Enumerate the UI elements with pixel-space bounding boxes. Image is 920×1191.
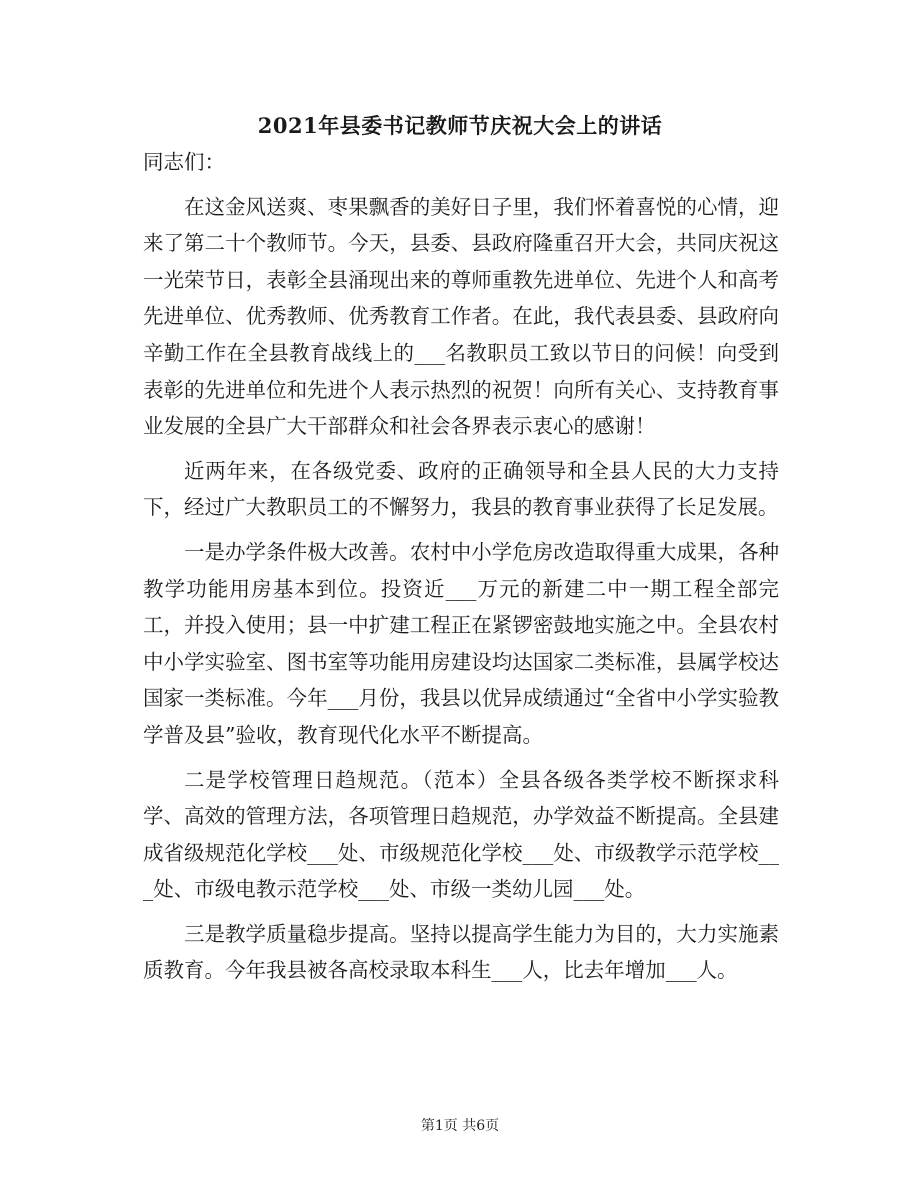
paragraph-opening: 在这金风送爽、枣果飘香的美好日子里，我们怀着喜悦的心情，迎来了第二十个教师节。今天，县委、县政府隆重召开大会，共同庆祝这一光荣节日，表彰全县涌现出来的尊师重教先进单位、先进个人和高考先进单位、优秀教师、优秀教育工作者。在此，我代表县委、县政府向辛勤工作在全县教育战线上的___名教职员工致以节日的问候！向受到表彰的先进单位和先进个人表示热烈的祝贺！向所有关心、支持教育事业发展的全县广大干部群众和社会各界表示衷心的感谢！ [143, 194, 779, 439]
paragraph-conditions: 一是办学条件极大改善。农村中小学危房改造取得重大成果，各种教学功能用房基本到位。投资近___万元的新建二中一期工程全部完工，并投入使用；县一中扩建工程正在紧锣密鼓地实施之中。全县农村中小学实验室、图书室等功能用房建设均达国家二类标准，县属学校达国家一类标准。今年___月份，我县以优异成绩通过“全省中小学实验教学普及县”验收，教育现代化水平不断提高。 [143, 539, 779, 747]
document-body [143, 144, 779, 997]
page-number-footer: 第1页 共6页 [420, 1118, 500, 1134]
document-title: 2021年县委书记教师节庆祝大会上的讲话 [257, 113, 663, 138]
paragraph-management: 二是学校管理日趋规范。（范本）全县各级各类学校不断探求科学、高效的管理方法，各项管理日趋规范，办学效益不断提高。全县建成省级规范化学校___处、市级规范化学校___处、市级教学示范学校___处、市级电教示范学校___处、市级一类幼儿园___处。 [143, 767, 779, 902]
greeting: 同志们： [143, 150, 225, 174]
paragraph-quality: 三是教学质量稳步提高。坚持以提高学生能力为目的，大力实施素质教育。今年我县被各高校录取本科生___人，比去年增加___人。 [143, 921, 779, 983]
paragraph-overview: 近两年来，在各级党委、政府的正确领导和全县人民的大力支持下，经过广大教职员工的不懈努力，我县的教育事业获得了长足发展。 [143, 458, 779, 520]
